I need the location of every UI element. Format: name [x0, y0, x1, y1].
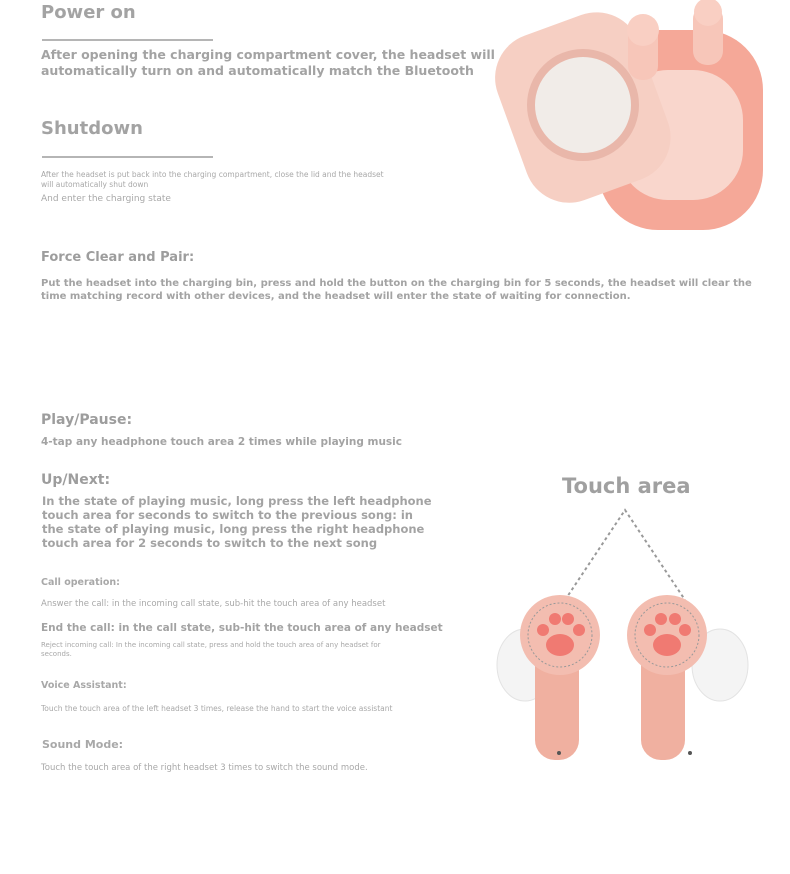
touch-pointer-lines: [565, 510, 685, 600]
shutdown-text: After the headset is put back into the charging compartment, close the lid and the headset will automatically shut down: [41, 170, 384, 189]
play-pause-text: 4-tap any headphone touch area 2 times while playing music: [41, 436, 402, 448]
shutdown-text-2: And enter the charging state: [41, 194, 171, 204]
mirror: [531, 53, 635, 157]
charging-case-image: [478, 0, 790, 240]
voice-title: Voice Assistant:: [41, 680, 127, 691]
up-next-text: In the state of playing music, long press the left headphone touch area for seconds to switch to the previous song: in the state of playing music, long press the right headphone touch area for 2 seconds to switch to the next song: [42, 494, 432, 550]
earbuds-image: [495, 505, 755, 765]
call-end: End the call: in the call state, sub-hit the touch area of any headset: [41, 622, 443, 634]
force-clear-text: Put the headset into the charging bin, press and hold the button on the charging bin for 5 seconds, the headset will clear the time matching record with other devices, and the headset will enter the state of waiting for connection.: [41, 278, 752, 302]
divider: [42, 39, 213, 41]
call-title: Call operation:: [41, 577, 120, 588]
voice-text: Touch the touch area of the left headset 3 times, release the hand to start the voice assistant: [41, 704, 393, 713]
touch-area-label: Touch area: [562, 474, 691, 498]
shutdown-title: Shutdown: [41, 118, 143, 139]
up-next-title: Up/Next:: [41, 472, 111, 488]
sound-title: Sound Mode:: [42, 738, 124, 751]
play-pause-title: Play/Pause:: [41, 412, 133, 428]
power-on-title: Power on: [41, 2, 136, 23]
sound-text: Touch the touch area of the right headset 3 times to switch the sound mode.: [41, 763, 368, 773]
call-answer: Answer the call: in the incoming call state, sub-hit the touch area of any headset: [41, 599, 386, 609]
force-clear-title: Force Clear and Pair:: [41, 250, 195, 265]
divider: [42, 156, 213, 158]
power-on-text: After opening the charging compartment cover, the headset will automatically turn on and automatically match the Bluetooth: [41, 47, 495, 78]
call-reject: Reject incoming call: In the incoming call state, press and hold the touch area of any headset for seconds.: [41, 641, 381, 658]
